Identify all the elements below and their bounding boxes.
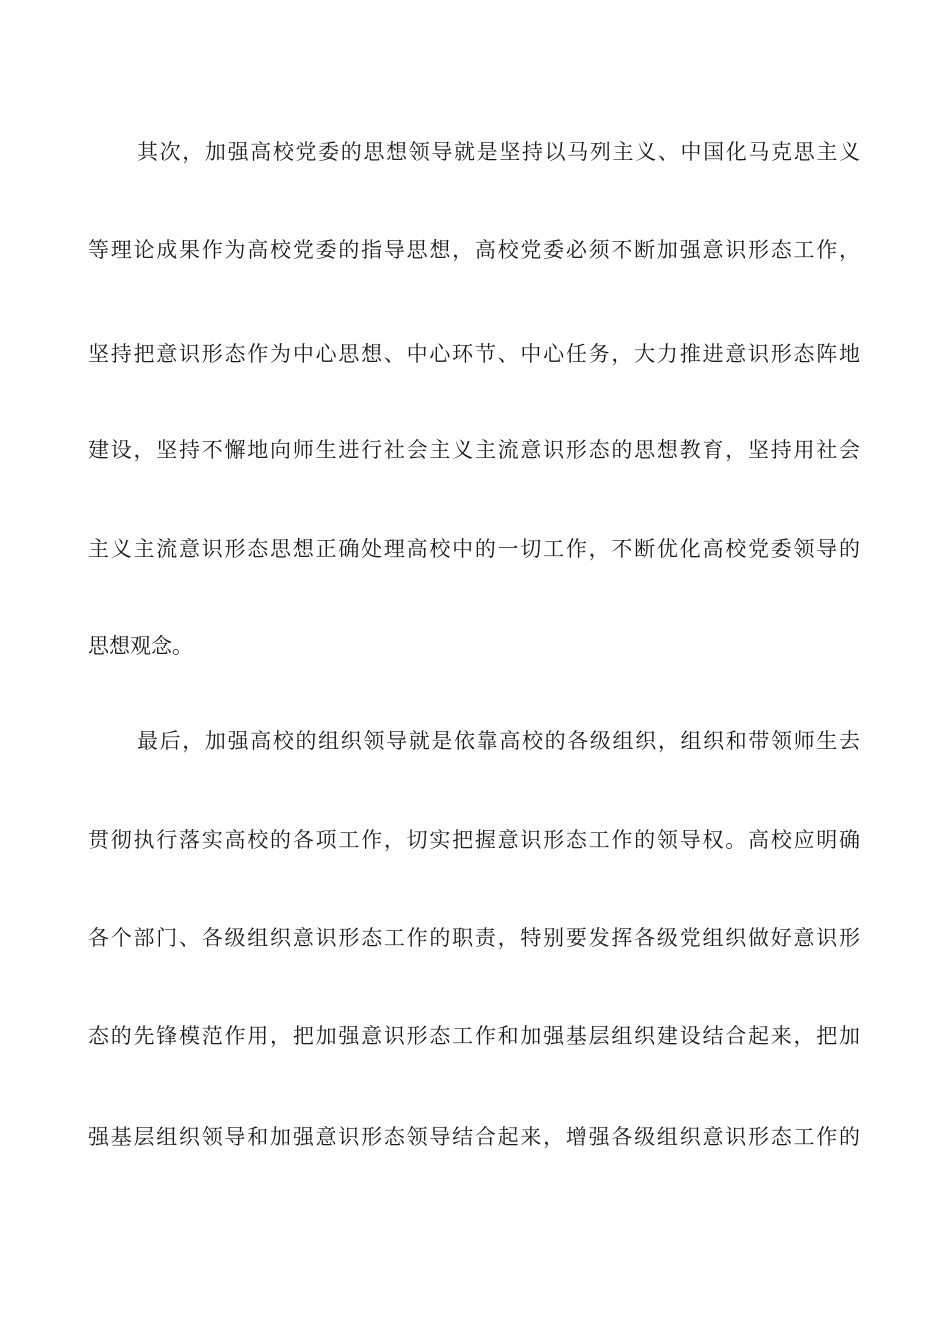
paragraph-2-line-5: 强基层组织领导和加强意识形态领导结合起来，增强各级组织意识形态工作的 [88,1125,860,1149]
paragraph-2-line-4: 态的先锋模范作用，把加强意识形态工作和加强基层组织建设结合起来，把加 [88,1024,860,1048]
paragraph-2-line-1: 最后，加强高校的组织领导就是依靠高校的各级组织，组织和带领师生去 [137,729,860,753]
paragraph-1-line-5: 主义主流意识形态思想正确处理高校中的一切工作，不断优化高校党委领导的 [88,537,860,561]
paragraph-1-line-1: 其次，加强高校党委的思想领导就是坚持以马列主义、中国化马克思主义 [137,140,860,164]
paragraph-2-line-2: 贯彻执行落实高校的各项工作，切实把握意识形态工作的领导权。高校应明确 [88,828,860,852]
paragraph-1-line-2: 等理论成果作为高校党委的指导思想，高校党委必须不断加强意识形态工作， [88,238,860,262]
paragraph-1-line-6: 思想观念。 [88,634,193,658]
paragraph-2-line-3: 各个部门、各级组织意识形态工作的职责，特别要发挥各级党组织做好意识形 [88,926,860,950]
paragraph-1-line-3: 坚持把意识形态作为中心思想、中心环节、中心任务，大力推进意识形态阵地 [88,342,860,366]
paragraph-1-line-4: 建设，坚持不懈地向师生进行社会主义主流意识形态的思想教育，坚持用社会 [88,438,860,462]
